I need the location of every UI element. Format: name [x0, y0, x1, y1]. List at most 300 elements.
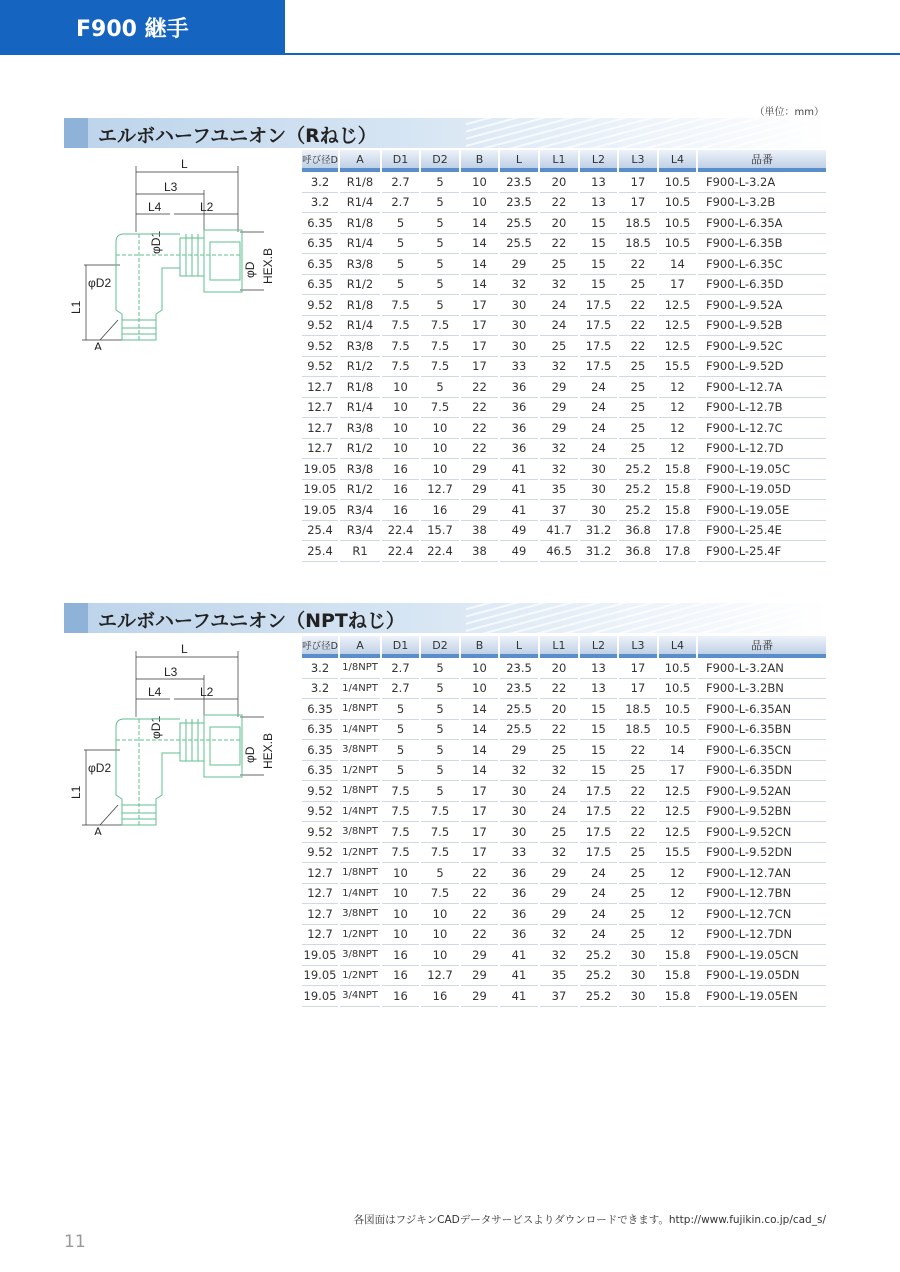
table-cell: 41 [500, 459, 538, 480]
table-cell: 22 [461, 377, 498, 398]
table-cell: 22 [619, 336, 657, 357]
table-cell: 29 [540, 884, 578, 905]
table-cell: 41 [500, 500, 538, 521]
table-cell: 5 [421, 172, 459, 193]
table-cell: 19.05 [302, 966, 338, 987]
table-cell: 37 [540, 986, 578, 1007]
table-cell: 3/4NPT [340, 986, 380, 1007]
table-cell: 1/2NPT [340, 843, 380, 864]
table-cell: 23.5 [500, 679, 538, 700]
table-cell: 6.35 [302, 740, 338, 761]
table-cell: 32 [540, 761, 578, 782]
dim-label-D: φD [243, 746, 257, 763]
table-row [302, 863, 826, 884]
table-cell: 17 [461, 822, 498, 843]
part-number-cell: F900-L-12.7DN [698, 925, 826, 946]
table-cell: 9.52 [302, 843, 338, 864]
table-cell: 12 [659, 377, 696, 398]
table-cell: 13 [580, 658, 617, 679]
table-cell: 18.5 [619, 699, 657, 720]
table-cell: 12.5 [659, 822, 696, 843]
table-cell: 10.5 [659, 699, 696, 720]
table-cell: 12.7 [302, 377, 338, 398]
table-cell: 22 [540, 720, 578, 741]
dim-label-L2: L2 [200, 200, 214, 214]
dim-label-L4: L4 [148, 685, 162, 699]
table-cell: 25.5 [500, 699, 538, 720]
table-cell: 5 [382, 761, 419, 782]
table-cell: 9.52 [302, 316, 338, 337]
table-cell: 15.7 [421, 521, 459, 542]
column-header: 品番 [698, 150, 826, 168]
table-cell: 35 [540, 480, 578, 501]
table-cell: R3/8 [340, 459, 380, 480]
table-cell: 5 [382, 699, 419, 720]
table-row [302, 459, 826, 480]
column-header: L4 [659, 636, 696, 654]
column-header: D1 [382, 150, 419, 168]
table-cell: 12.7 [302, 884, 338, 905]
table-cell: 25 [619, 761, 657, 782]
table-cell: 10 [421, 459, 459, 480]
table-cell: 29 [500, 740, 538, 761]
table-cell: 2.7 [382, 172, 419, 193]
dim-label-D: φD [243, 261, 257, 278]
table-cell: 12.7 [302, 439, 338, 460]
table-cell: 30 [619, 986, 657, 1007]
part-number-cell: F900-L-3.2B [698, 193, 826, 214]
table-cell: 29 [461, 986, 498, 1007]
table-cell: 15 [580, 699, 617, 720]
table-cell: 3/8NPT [340, 945, 380, 966]
table-cell: 25.4 [302, 541, 338, 562]
table-cell: 5 [382, 720, 419, 741]
table-cell: 22 [619, 781, 657, 802]
dim-label-D2: φD2 [88, 276, 112, 290]
dim-label-L: L [181, 157, 188, 171]
table-cell: 7.5 [421, 398, 459, 419]
table-row [302, 521, 826, 542]
column-header: 呼び径D [302, 150, 338, 168]
table-cell: 1/4NPT [340, 679, 380, 700]
table-cell: 30 [580, 500, 617, 521]
table-cell: 20 [540, 172, 578, 193]
table-row [302, 822, 826, 843]
part-number-cell: F900-L-6.35B [698, 234, 826, 255]
table-cell: 7.5 [382, 843, 419, 864]
table-cell: 22 [540, 193, 578, 214]
table-cell: 6.35 [302, 720, 338, 741]
table-cell: R1/2 [340, 480, 380, 501]
table-cell: 10 [421, 439, 459, 460]
table-cell: 32 [500, 275, 538, 296]
table-cell: 14 [659, 740, 696, 761]
table-cell: 5 [421, 863, 459, 884]
table-cell: 5 [382, 234, 419, 255]
table-cell: 36.8 [619, 521, 657, 542]
column-header: D1 [382, 636, 419, 654]
table-cell: 10 [382, 904, 419, 925]
table-cell: 10 [421, 925, 459, 946]
table-cell: 7.5 [382, 316, 419, 337]
table-row [302, 336, 826, 357]
table-cell: 36 [500, 398, 538, 419]
table-cell: 32 [540, 459, 578, 480]
table-row [302, 439, 826, 460]
part-number-cell: F900-L-6.35BN [698, 720, 826, 741]
table-row [302, 418, 826, 439]
table-cell: 17 [461, 316, 498, 337]
table-cell: 24 [540, 802, 578, 823]
table-cell: 22 [461, 884, 498, 905]
table-cell: 41.7 [540, 521, 578, 542]
table-cell: 17 [619, 193, 657, 214]
table-cell: R1/4 [340, 316, 380, 337]
table-row [302, 541, 826, 562]
table-cell: 10 [382, 398, 419, 419]
table-cell: 38 [461, 541, 498, 562]
table-cell: 5 [421, 740, 459, 761]
table-cell: 5 [421, 295, 459, 316]
table-cell: 3/8NPT [340, 822, 380, 843]
table-cell: 1/4NPT [340, 720, 380, 741]
table-cell: 16 [382, 966, 419, 987]
table-cell: 12 [659, 863, 696, 884]
table-row [302, 213, 826, 234]
table-cell: 17 [619, 172, 657, 193]
table-cell: 25 [619, 275, 657, 296]
table-cell: 29 [461, 480, 498, 501]
table-cell: 29 [540, 904, 578, 925]
part-number-cell: F900-L-12.7BN [698, 884, 826, 905]
table-cell: 41 [500, 480, 538, 501]
table-cell: 12 [659, 439, 696, 460]
table-cell: R1/4 [340, 234, 380, 255]
table-cell: 5 [421, 213, 459, 234]
table-row [302, 275, 826, 296]
table-cell: 10 [382, 884, 419, 905]
spec-table-npt-thread [300, 636, 828, 1007]
table-cell: 10.5 [659, 213, 696, 234]
table-cell: 7.5 [382, 357, 419, 378]
table-cell: 15.8 [659, 986, 696, 1007]
dim-label-HEX: HEX.B [261, 732, 275, 769]
table-cell: 17 [619, 679, 657, 700]
table-row [302, 254, 826, 275]
table-cell: 25 [619, 884, 657, 905]
table-cell: 23.5 [500, 193, 538, 214]
table-cell: 5 [421, 254, 459, 275]
table-cell: 16 [382, 945, 419, 966]
part-number-cell: F900-L-9.52C [698, 336, 826, 357]
table-cell: 22.4 [382, 541, 419, 562]
part-number-cell: F900-L-9.52AN [698, 781, 826, 802]
table-cell: 49 [500, 521, 538, 542]
table-cell: 25 [619, 357, 657, 378]
table-cell: 2.7 [382, 193, 419, 214]
table-cell: 1/4NPT [340, 884, 380, 905]
table-cell: 36.8 [619, 541, 657, 562]
table-cell: 25 [619, 439, 657, 460]
table-cell: R3/4 [340, 521, 380, 542]
table-row [302, 193, 826, 214]
table-cell: 10 [421, 904, 459, 925]
table-row [302, 925, 826, 946]
table-cell: 13 [580, 172, 617, 193]
table-cell: 10 [382, 377, 419, 398]
table-cell: 10 [461, 658, 498, 679]
table-cell: 17 [461, 781, 498, 802]
table-cell: 1/8NPT [340, 699, 380, 720]
table-cell: 25.2 [580, 945, 617, 966]
column-header: B [461, 150, 498, 168]
table-cell: 25.2 [580, 986, 617, 1007]
table-cell: 17 [461, 843, 498, 864]
table-row [302, 740, 826, 761]
table-cell: 22 [461, 925, 498, 946]
table-cell: 10 [461, 193, 498, 214]
table-cell: 6.35 [302, 699, 338, 720]
dim-label-HEX: HEX.B [261, 247, 275, 284]
series-title: F900 継手 [0, 0, 285, 55]
table-row [302, 658, 826, 679]
table-cell: 12.5 [659, 802, 696, 823]
table-cell: 12.7 [302, 418, 338, 439]
table-cell: 17.5 [580, 357, 617, 378]
part-number-cell: F900-L-12.7CN [698, 904, 826, 925]
table-cell: 22 [619, 822, 657, 843]
table-header-row [302, 636, 826, 654]
table-cell: 24 [540, 316, 578, 337]
table-cell: 25 [540, 254, 578, 275]
table-cell: R3/8 [340, 418, 380, 439]
section-title-npt-thread [64, 603, 826, 633]
table-cell: 22 [461, 418, 498, 439]
table-cell: 17.5 [580, 316, 617, 337]
table-cell: 12.5 [659, 336, 696, 357]
table-cell: 15 [580, 234, 617, 255]
table-row [302, 699, 826, 720]
table-cell: 20 [540, 213, 578, 234]
table-cell: 32 [540, 843, 578, 864]
table-cell: 9.52 [302, 357, 338, 378]
table-cell: 32 [540, 439, 578, 460]
part-number-cell: F900-L-19.05C [698, 459, 826, 480]
table-cell: 24 [580, 418, 617, 439]
table-cell: 32 [540, 357, 578, 378]
table-cell: 25 [619, 398, 657, 419]
table-cell: 14 [461, 254, 498, 275]
table-cell: R3/4 [340, 500, 380, 521]
table-cell: 15 [580, 213, 617, 234]
table-row [302, 377, 826, 398]
part-number-cell: F900-L-6.35DN [698, 761, 826, 782]
unit-note: （単位：mm） [754, 107, 824, 118]
table-cell: 5 [421, 275, 459, 296]
table-cell: 24 [580, 377, 617, 398]
table-cell: 5 [421, 781, 459, 802]
table-cell: 30 [500, 781, 538, 802]
table-cell: 1/2NPT [340, 925, 380, 946]
table-cell: 7.5 [421, 336, 459, 357]
part-number-cell: F900-L-19.05E [698, 500, 826, 521]
table-cell: 36 [500, 863, 538, 884]
table-cell: 17.5 [580, 843, 617, 864]
table-cell: 38 [461, 521, 498, 542]
table-cell: 13 [580, 679, 617, 700]
table-cell: 10.5 [659, 658, 696, 679]
table-cell: 23.5 [500, 658, 538, 679]
table-cell: 15.5 [659, 357, 696, 378]
table-cell: 22 [619, 295, 657, 316]
table-cell: 25.2 [580, 966, 617, 987]
table-cell: 25 [540, 740, 578, 761]
column-header: 呼び径D [302, 636, 338, 654]
table-cell: 10.5 [659, 679, 696, 700]
table-row [302, 802, 826, 823]
table-cell: 22 [461, 439, 498, 460]
table-cell: 15.8 [659, 500, 696, 521]
column-header: L2 [580, 150, 617, 168]
part-number-cell: F900-L-19.05EN [698, 986, 826, 1007]
table-cell: 12 [659, 418, 696, 439]
table-cell: 2.7 [382, 679, 419, 700]
table-cell: 16 [421, 986, 459, 1007]
table-cell: 1/8NPT [340, 781, 380, 802]
column-header: L4 [659, 150, 696, 168]
elbow-drawing-npt [64, 635, 294, 835]
table-cell: 14 [461, 275, 498, 296]
table-cell: 5 [382, 740, 419, 761]
table-cell: 30 [580, 480, 617, 501]
table-cell: 20 [540, 699, 578, 720]
table-cell: 22 [619, 740, 657, 761]
table-cell: 22 [540, 234, 578, 255]
table-cell: 14 [461, 720, 498, 741]
table-cell: 12.5 [659, 781, 696, 802]
dim-label-A: A [94, 825, 103, 835]
table-cell: 10 [461, 679, 498, 700]
table-cell: 22 [619, 254, 657, 275]
table-cell: 9.52 [302, 781, 338, 802]
table-cell: 22 [619, 316, 657, 337]
table-row [302, 781, 826, 802]
table-cell: 17.5 [580, 336, 617, 357]
table-cell: 6.35 [302, 213, 338, 234]
table-cell: 10 [382, 439, 419, 460]
table-cell: 5 [421, 720, 459, 741]
table-cell: 46.5 [540, 541, 578, 562]
table-cell: 17.5 [580, 822, 617, 843]
table-cell: 12.7 [421, 966, 459, 987]
table-cell: 22 [540, 679, 578, 700]
table-cell: 29 [540, 377, 578, 398]
dim-label-D1: φD1 [149, 715, 163, 739]
table-cell: R1/2 [340, 275, 380, 296]
table-cell: 25 [619, 377, 657, 398]
part-number-cell: F900-L-9.52B [698, 316, 826, 337]
table-cell: R1/2 [340, 439, 380, 460]
table-cell: 36 [500, 418, 538, 439]
table-cell: 14 [461, 761, 498, 782]
column-header: L1 [540, 636, 578, 654]
table-cell: 16 [382, 459, 419, 480]
table-cell: 24 [540, 781, 578, 802]
table-cell: 10.5 [659, 172, 696, 193]
table-cell: 25.5 [500, 720, 538, 741]
part-number-cell: F900-L-9.52A [698, 295, 826, 316]
table-row [302, 904, 826, 925]
part-number-cell: F900-L-9.52CN [698, 822, 826, 843]
table-row [302, 234, 826, 255]
table-cell: 17.5 [580, 781, 617, 802]
table-cell: 19.05 [302, 459, 338, 480]
dim-label-D1: φD1 [149, 230, 163, 254]
table-cell: 41 [500, 986, 538, 1007]
table-cell: R3/8 [340, 254, 380, 275]
table-row [302, 679, 826, 700]
table-cell: 5 [421, 699, 459, 720]
table-cell: 17 [461, 357, 498, 378]
elbow-drawing-r [64, 150, 294, 350]
part-number-cell: F900-L-9.52DN [698, 843, 826, 864]
table-cell: 32 [500, 761, 538, 782]
part-number-cell: F900-L-12.7C [698, 418, 826, 439]
table-cell: 30 [619, 945, 657, 966]
table-cell: 9.52 [302, 336, 338, 357]
table-cell: 6.35 [302, 761, 338, 782]
table-cell: 18.5 [619, 234, 657, 255]
table-cell: 25.2 [619, 459, 657, 480]
table-cell: 24 [580, 398, 617, 419]
table-cell: 14 [461, 213, 498, 234]
table-cell: 20 [540, 658, 578, 679]
table-cell: 1/2NPT [340, 761, 380, 782]
table-cell: 12 [659, 904, 696, 925]
table-cell: 37 [540, 500, 578, 521]
part-number-cell: F900-L-19.05CN [698, 945, 826, 966]
table-cell: 7.5 [421, 802, 459, 823]
table-cell: 10 [382, 925, 419, 946]
page-number: 11 [64, 1232, 86, 1252]
part-number-cell: F900-L-12.7D [698, 439, 826, 460]
table-cell: 6.35 [302, 234, 338, 255]
table-cell: 7.5 [382, 336, 419, 357]
table-cell: 3/8NPT [340, 740, 380, 761]
table-cell: 5 [382, 254, 419, 275]
column-header: L3 [619, 636, 657, 654]
table-cell: 25 [619, 863, 657, 884]
table-cell: 22.4 [382, 521, 419, 542]
table-cell: 30 [500, 802, 538, 823]
table-cell: 25 [540, 822, 578, 843]
table-cell: 7.5 [382, 822, 419, 843]
table-cell: 19.05 [302, 945, 338, 966]
table-cell: 15 [580, 761, 617, 782]
table-cell: 25 [619, 925, 657, 946]
table-cell: 10.5 [659, 234, 696, 255]
table-cell: 18.5 [619, 720, 657, 741]
table-cell: 1/8NPT [340, 658, 380, 679]
table-cell: 29 [500, 254, 538, 275]
table-cell: 15.8 [659, 945, 696, 966]
column-header: A [340, 150, 380, 168]
table-row [302, 761, 826, 782]
table-cell: R1/8 [340, 377, 380, 398]
part-number-cell: F900-L-6.35AN [698, 699, 826, 720]
table-row [302, 986, 826, 1007]
table-cell: 30 [500, 822, 538, 843]
